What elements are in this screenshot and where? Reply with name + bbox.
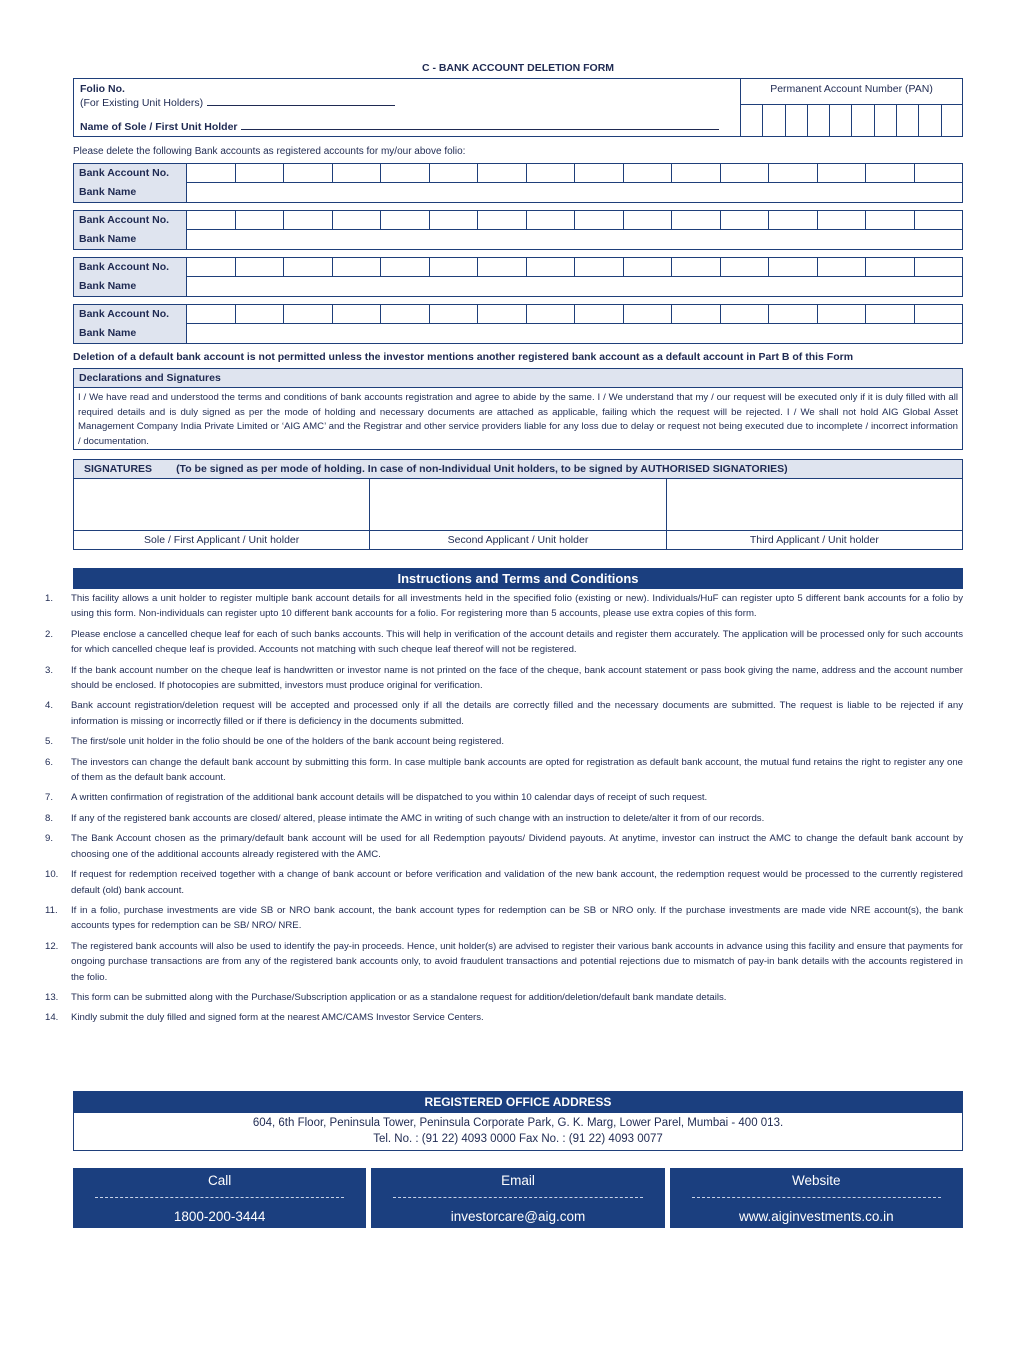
- instruction-item: [45, 734, 963, 749]
- instruction-item: [45, 811, 963, 826]
- instructions-heading: Instructions and Terms and Conditions: [73, 568, 963, 589]
- declaration-text: I / We have read and understood the terms and conditions of bank accounts registration and agree to abide by the same. I / We understand that my / our request will be executed only if it is duly filled with all required details and is duly signed as per the mode of holding and necessary documents are attached as applicable, failing which the request will be rejected. I / We shall not hold AIG Global Asset Management Company India Private Limited or ‘AIG AMC’ and the Registrar and other service providers liable for any loss due to delay or request not being executed due to incomplete / incorrect information / documentation.: [78, 392, 958, 447]
- contact-email: [371, 1168, 664, 1228]
- holder-name-field[interactable]: [241, 121, 719, 130]
- bank-account-label: Bank Account No.: [74, 305, 187, 324]
- instruction-item: [45, 698, 963, 729]
- folio-details: [74, 79, 740, 136]
- signature-box-second[interactable]: [370, 479, 666, 530]
- bank-name-row: [74, 230, 962, 249]
- instruction-number: 8.: [45, 812, 54, 824]
- instruction-text: Bank account registration/deletion request will be accepted and processed only if all the details are correctly filled and the necessary documents are submitted. The request is liable to be rejected if any information is missing or incorrectly filled or if there is deficiency in the documents submitted.: [71, 700, 963, 727]
- office-phone: Tel. No. : (91 22) 4093 0000 Fax No. : (91 22) 4093 0077: [373, 1133, 663, 1145]
- instruction-item: [45, 755, 963, 786]
- bank-name-field[interactable]: [187, 183, 962, 202]
- instruction-text: A written confirmation of registration of the additional bank account details will be dispatched to you within 10 calendar days of receipt of such request.: [71, 792, 708, 804]
- bank-name-field[interactable]: [187, 324, 962, 343]
- instruction-number: 13.: [45, 991, 59, 1003]
- contact-website-value[interactable]: www.aiginvestments.co.in: [739, 1209, 894, 1224]
- contact-website-title: Website: [792, 1173, 841, 1188]
- instruction-item: [45, 990, 963, 1005]
- instruction-item: [45, 867, 963, 898]
- signature-label-third: Third Applicant / Unit holder: [749, 534, 879, 546]
- contact-call-title: Call: [208, 1173, 232, 1188]
- signatures-subheading: (To be signed as per mode of holding. In case of non-Individual Unit holders, to be signed by AUTHORISED SIGNATORIES): [176, 463, 788, 475]
- signatures-heading: SIGNATURES: [84, 463, 153, 475]
- pan-box: [740, 79, 962, 136]
- instruction-number: 14.: [45, 1012, 59, 1024]
- bank-account-label: Bank Account No.: [74, 211, 187, 230]
- bank-block: [73, 210, 963, 250]
- instruction-item: [45, 903, 963, 934]
- signature-box-first[interactable]: [74, 479, 370, 530]
- instruction-item: [45, 591, 963, 622]
- bank-name-row: [74, 277, 962, 296]
- instruction-number: 3.: [45, 664, 54, 676]
- instruction-text: If request for redemption received together with a change of bank account or before verification and validation of the new bank account, the redemption request would be processed to the currently registered default (old) bank account.: [71, 869, 963, 896]
- instruction-number: 9.: [45, 833, 54, 845]
- default-account-warning: Deletion of a default bank account is not permitted unless the investor mentions another registered bank account as a default account in Part B of this Form: [73, 351, 854, 363]
- divider: [393, 1197, 642, 1198]
- office-address: 604, 6th Floor, Peninsula Tower, Peninsula Corporate Park, G. K. Marg, Lower Parel, Mumbai - 400 013.: [252, 1117, 784, 1129]
- instruction-number: 5.: [45, 736, 54, 748]
- signature-label-first: Sole / First Applicant / Unit holder: [74, 531, 370, 549]
- instruction-text: Please enclose a cancelled cheque leaf for each of such banks accounts. This will help in verification of the account details and register them accurately. The application will be processed only for such accounts for which cancelled cheque leaf is provided. Accounts not matching with such cheque leaf thereof will not be registered.: [71, 628, 963, 656]
- bank-name-field[interactable]: [187, 230, 962, 249]
- contact-bar: [73, 1168, 963, 1228]
- bank-block: [73, 304, 963, 344]
- instruction-item: [45, 831, 963, 862]
- instruction-text: This form can be submitted along with the Purchase/Subscription application or as a standalone request for addition/deletion/default bank mandate details.: [71, 991, 727, 1003]
- instruction-number: 7.: [45, 792, 54, 804]
- instruction-text: The investors can change the default bank account by submitting this form. In case multiple bank accounts are opted for registration as default bank account, the mutual fund retains the right to register any one of them as the default bank account.: [71, 756, 963, 784]
- instruction-number: 11.: [45, 904, 58, 916]
- bank-account-row: [74, 258, 962, 277]
- instruction-text: The registered bank accounts will also be used to identify the pay-in proceeds. Hence, unit holder(s) are advised to register their various bank accounts in advance using this facility and ensure that payments for ongoing purchase transactions are from any of the registered bank accounts only, to avoid fraudulent transactions and potential rejections due to mismatch of pay-in bank details with the accounts registered in the folio.: [71, 940, 963, 983]
- bank-name-label: Bank Name: [74, 183, 187, 202]
- instruction-item: [45, 790, 963, 805]
- bank-account-row: [74, 211, 962, 230]
- instruction-text: This facility allows a unit holder to register multiple bank account details for all investments held in the specified folio (existing or new). Individuals/HuF can register upto 5 different bank accounts for a folio by using this form. Non-individuals can register upto 10 different bank accounts for a folio. For registering more than 5 accounts, please use extra copies of this form.: [71, 593, 963, 620]
- bank-account-number-field[interactable]: [187, 305, 962, 324]
- holder-name-label: Name of Sole / First Unit Holder: [80, 121, 238, 133]
- instruction-text: The first/sole unit holder in the folio should be one of the holders of the bank account being registered.: [71, 736, 505, 748]
- bank-account-row: [74, 305, 962, 324]
- bank-account-label: Bank Account No.: [74, 258, 187, 277]
- form-title: C - BANK ACCOUNT DELETION FORM: [421, 62, 615, 74]
- folio-label: Folio No.: [80, 83, 125, 95]
- pan-cells[interactable]: [741, 104, 963, 136]
- instruction-item: [45, 1010, 963, 1025]
- declaration-box: [73, 368, 963, 450]
- divider: [692, 1197, 941, 1198]
- instructions-list: [45, 591, 963, 1031]
- signatures-header: [74, 460, 962, 479]
- bank-name-label: Bank Name: [74, 277, 187, 296]
- instruction-text: Kindly submit the duly filled and signed form at the nearest AMC/CAMS Investor Service Centers.: [71, 1012, 484, 1024]
- instruction-item: [45, 663, 963, 694]
- bank-name-field[interactable]: [187, 277, 962, 296]
- instruction-text: If any of the registered bank accounts are closed/ altered, please intimate the AMC in writing of such change with an instruction to delete/alter it from of our records.: [71, 812, 765, 824]
- bank-account-number-field[interactable]: [187, 164, 962, 183]
- folio-number-field[interactable]: [207, 97, 395, 106]
- bank-account-label: Bank Account No.: [74, 164, 187, 183]
- instruction-number: 12.: [45, 940, 59, 952]
- divider: [95, 1197, 344, 1198]
- bank-block: [73, 163, 963, 203]
- deletion-note: Please delete the following Bank accounts as registered accounts for my/our above folio:: [73, 146, 466, 157]
- bank-account-row: [74, 164, 962, 183]
- existing-holders-label: (For Existing Unit Holders): [80, 97, 204, 109]
- pan-label: Permanent Account Number (PAN): [770, 83, 933, 95]
- instruction-item: [45, 939, 963, 985]
- office-address-box: [73, 1113, 963, 1151]
- instruction-number: 10.: [45, 869, 59, 881]
- instruction-number: 2.: [45, 628, 54, 640]
- signatures-box: [73, 459, 963, 550]
- signature-box-third[interactable]: [667, 479, 962, 530]
- bank-name-label: Bank Name: [74, 324, 187, 343]
- bank-name-row: [74, 324, 962, 343]
- instruction-text: The Bank Account chosen as the primary/default bank account will be used for all Redemption payouts/ Dividend payouts. At anytime, investor can instruct the AMC to change the default bank account by choosing one of the additional accounts already registered with the AMC.: [71, 833, 963, 860]
- bank-account-number-field[interactable]: [187, 211, 962, 230]
- bank-account-number-field[interactable]: [187, 258, 962, 277]
- contact-call-value[interactable]: 1800-200-3444: [173, 1209, 266, 1224]
- instruction-item: [45, 627, 963, 658]
- instruction-number: 6.: [45, 756, 54, 768]
- office-heading: REGISTERED OFFICE ADDRESS: [73, 1091, 963, 1113]
- signature-boxes: [74, 479, 962, 531]
- declaration-heading: Declarations and Signatures: [74, 369, 962, 388]
- instruction-text: If in a folio, purchase investments are vide SB or NRO bank account, the bank account types for redemption can be SB or NRO only. If the purchase investments are made vide NRE account(s), the bank accounts types for redemption can be SB/ NRO/ NRE.: [71, 904, 963, 932]
- contact-call: [73, 1168, 366, 1228]
- contact-email-value[interactable]: investorcare@aig.com: [450, 1209, 586, 1224]
- signature-labels: [74, 531, 962, 549]
- contact-email-title: Email: [501, 1173, 535, 1188]
- existing-holders-row: [80, 97, 395, 109]
- bank-name-label: Bank Name: [74, 230, 187, 249]
- instruction-text: If the bank account number on the cheque leaf is handwritten or investor name is not printed on the face of the cheque, bank account statement or pass book giving the name, address and the account number should be enclosed. If photocopies are submitted, investors must produce original for verification.: [71, 664, 963, 692]
- bank-name-row: [74, 183, 962, 202]
- instruction-number: 4.: [45, 700, 54, 712]
- instruction-number: 1.: [45, 593, 54, 604]
- signature-label-second: Second Applicant / Unit holder: [370, 531, 666, 549]
- folio-box: [73, 78, 963, 137]
- holder-name-row: [80, 121, 719, 133]
- contact-website: [670, 1168, 963, 1228]
- bank-block: [73, 257, 963, 297]
